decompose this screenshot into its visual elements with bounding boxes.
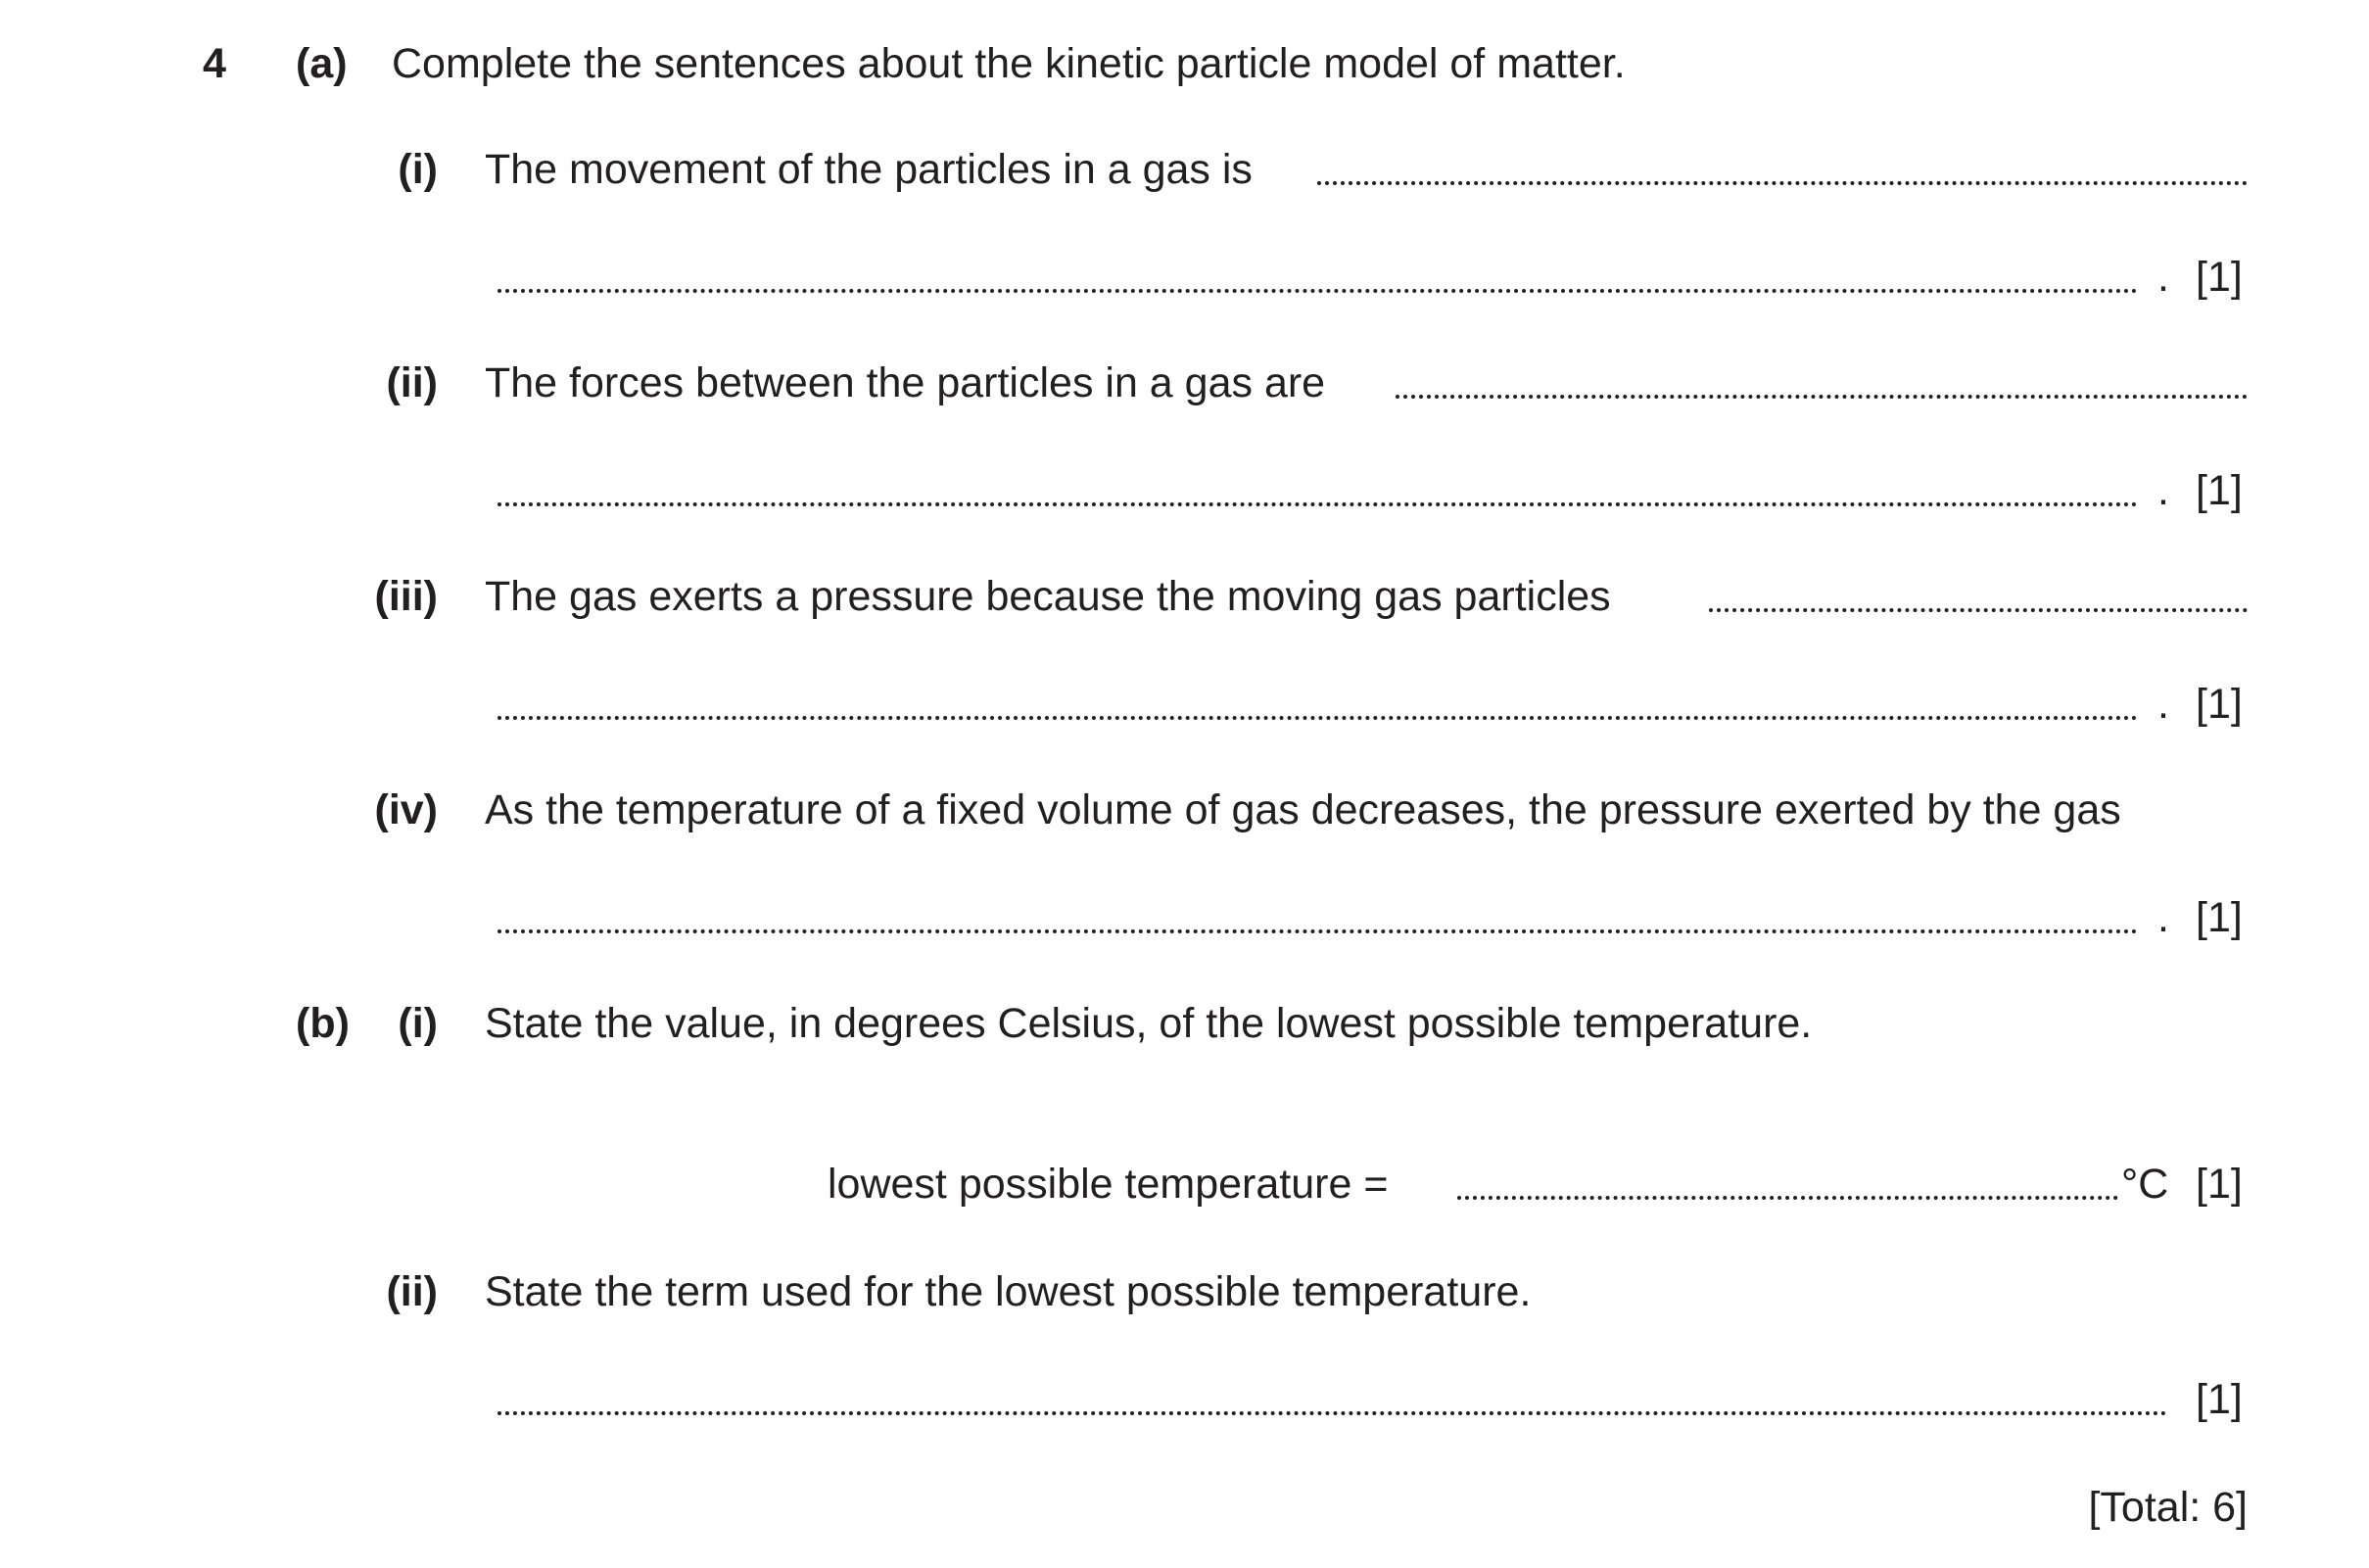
answer-line[interactable]	[1396, 395, 2248, 399]
item-a-iv-label: (iv)	[374, 786, 438, 833]
answer-label: lowest possible temperature =	[828, 1161, 1389, 1208]
question-number: 4	[203, 40, 226, 87]
part-b-label: (b)	[296, 1000, 350, 1047]
item-a-i-text: The movement of the particles in a gas is	[485, 146, 1253, 193]
item-b-i-text: State the value, in degrees Celsius, of the lowest possible temperature.	[485, 1000, 1813, 1047]
marks-a-i: [1]	[2196, 254, 2243, 301]
marks-a-ii: [1]	[2196, 467, 2243, 514]
item-a-i-label: (i)	[398, 146, 438, 193]
part-a-label: (a)	[296, 40, 348, 87]
dot-separator: .	[2157, 681, 2169, 728]
marks-a-iii: [1]	[2196, 681, 2243, 728]
answer-line[interactable]	[1317, 181, 2248, 185]
answer-line[interactable]	[497, 716, 2138, 720]
answer-line[interactable]	[1709, 608, 2248, 612]
total-marks: [Total: 6]	[2088, 1484, 2248, 1531]
item-a-iii-label: (iii)	[374, 573, 438, 620]
marks-b-ii: [1]	[2196, 1376, 2243, 1423]
item-a-ii-label: (ii)	[386, 359, 438, 406]
item-b-i-label: (i)	[398, 1000, 438, 1047]
answer-line[interactable]	[497, 289, 2138, 293]
answer-line[interactable]	[497, 929, 2138, 933]
item-a-iii-text: The gas exerts a pressure because the moving gas particles	[485, 573, 1611, 620]
marks-b-i: [1]	[2196, 1161, 2243, 1208]
unit-celsius: °C	[2121, 1161, 2169, 1208]
item-b-ii-text: State the term used for the lowest possible temperature.	[485, 1268, 1532, 1315]
answer-line[interactable]	[497, 1411, 2167, 1415]
marks-a-iv: [1]	[2196, 894, 2243, 941]
dot-separator: .	[2157, 894, 2169, 941]
item-a-ii-text: The forces between the particles in a gas are	[485, 359, 1326, 406]
part-a-stem: Complete the sentences about the kinetic particle model of matter.	[392, 40, 1626, 87]
item-a-iv-text: As the temperature of a fixed volume of gas decreases, the pressure exerted by the gas	[485, 786, 2121, 833]
item-b-ii-label: (ii)	[386, 1268, 438, 1315]
answer-line[interactable]	[497, 502, 2138, 506]
dot-separator: .	[2157, 467, 2169, 514]
dot-separator: .	[2157, 254, 2169, 301]
temperature-answer-line[interactable]	[1457, 1196, 2118, 1200]
